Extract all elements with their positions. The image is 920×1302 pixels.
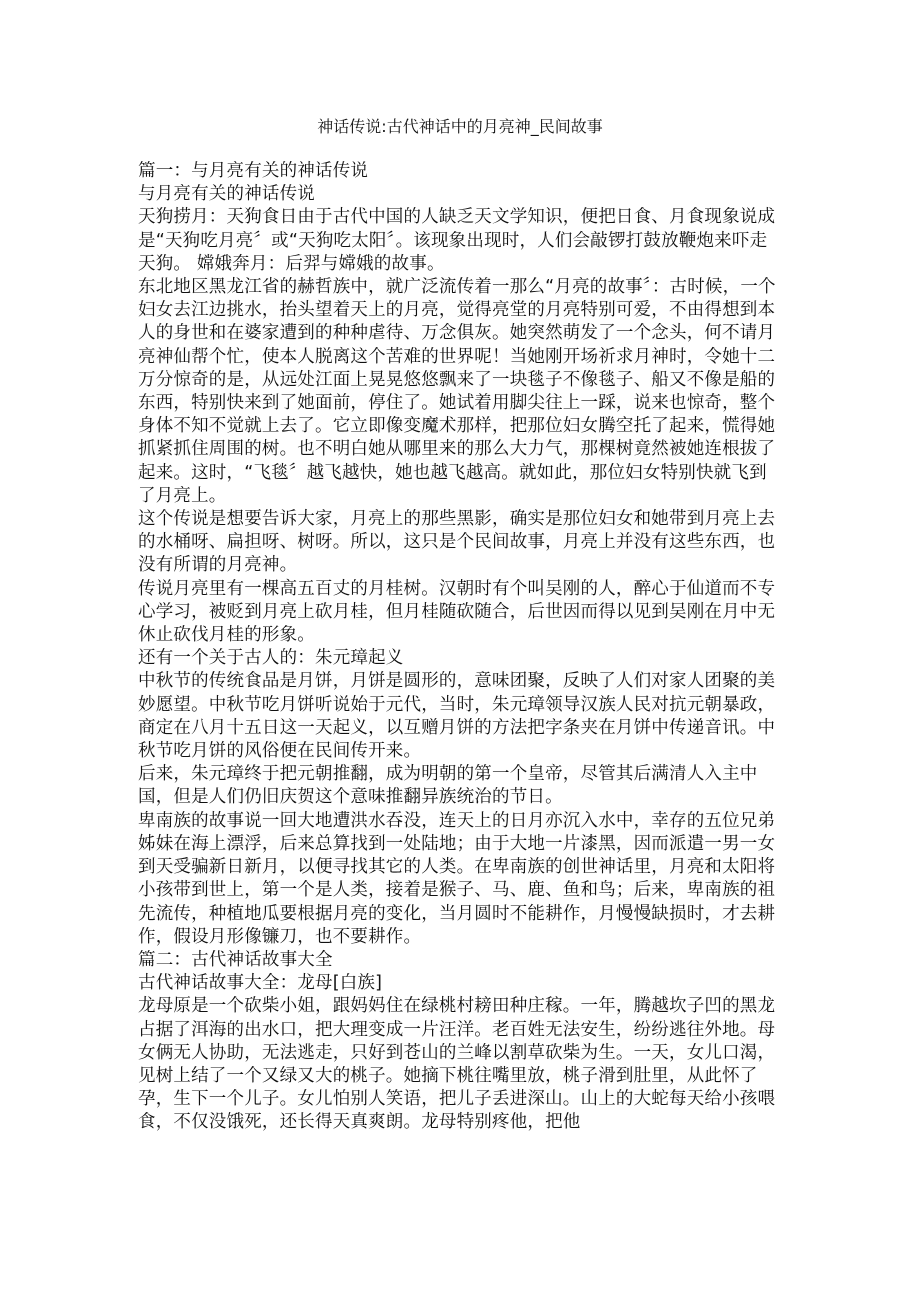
- paragraph: 卑南族的故事说一回大地遭洪水吞没，连天上的日月亦沉入水中，幸存的五位兄弟姊妹在海上漂浮，后来总算找到一处陆地；由于大地一片漆黑，因而派遣一男一女到天受骗新日新月，以便寻找其它的人类。在卑南族的创世神话里，月亮和太阳将小孩带到世上，第一个是人类，接着是猴子、马、鹿、鱼和鸟；后来，卑南族的祖先流传，种植地瓜要根据月亮的变化，当月圆时不能耕作，月慢慢缺损时，才去耕作，假设月形像镰刀，也不要耕作。: [138, 810, 776, 947]
- paragraph: 龙母原是一个砍柴小姐，跟妈妈住在绿桃村耪田种庄稼。一年，腾越坎子凹的黑龙占据了洱海的出水口，把大理变成一片汪洋。老百姓无法安生，纷纷逃往外地。母女俩无人协助，无法逃走，只好到苍山的兰峰以割草砍柴为生。一天，女儿口渴，见树上结了一个又绿又大的桃子。她摘下桃往嘴里放，桃子滑到肚里，从此怀了孕，生下一个儿子。女儿怕别人笑语，把儿子丢进深山。山上的大蛇每天给小孩喂食，不仅没饿死，还长得天真爽朗。龙母特别疼他，把他: [138, 996, 776, 1133]
- paragraph: 传说月亮里有一棵高五百丈的月桂树。汉朝时有个叫吴刚的人，醉心于仙道而不专心学习，被贬到月亮上砍月桂，但月桂随砍随合，后世因而得以见到吴刚在月中无休止砍伐月桂的形象。: [138, 578, 776, 646]
- section-heading-1: 篇一：与月亮有关的神话传说: [138, 161, 369, 181]
- paragraph: 后来，朱元璋终于把元朝推翻，成为明朝的第一个皇帝，尽管其后满清人入主中国，但是人们仍旧庆贺这个意味推翻异族统治的节日。: [138, 764, 758, 808]
- document-title: 神话传说:古代神话中的月亮神_民间故事: [317, 117, 603, 136]
- paragraph: 天狗捞月：天狗食日由于古代中国的人缺乏天文学知识，便把日食、月食现象说成是“天狗吃月亮〞或“天狗吃太阳〞。该现象出现时，人们会敲锣打鼓放鞭炮来吓走天狗。 嫦娥奔月：后羿与嫦娥的故事。: [138, 207, 776, 274]
- section-heading-2: 篇二：古代神话故事大全: [138, 949, 333, 970]
- paragraph: 这个传说是想要告诉大家，月亮上的那些黑影，确实是那位妇女和她带到月亮上去的水桶呀、扁担呀、树呀。所以，这只是个民间故事，月亮上并没有这些东西，也没有所谓的月亮神。: [138, 509, 776, 576]
- document-body: [138, 160, 782, 1135]
- subheading: 古代神话故事大全：龙母[白族]: [138, 973, 383, 994]
- paragraph: 东北地区黑龙江省的赫哲族中，就广泛流传着一那么“月亮的故事〞：古时候，一个妇女去江边挑水，抬头望着天上的月亮，觉得亮堂的月亮特别可爱，不由得想到本人的身世和在婆家遭到的种种虐待、万念俱灰。她突然萌发了一个念头，何不请月亮神仙帮个忙，使本人脱离这个苦难的世界呢！当她刚开场祈求月神时，令她十二万分惊奇的是，从远处江面上晃晃悠悠飘来了一块毯子不像毯子、船又不像是船的东西，特别快来到了她面前，停住了。她试着用脚尖往上一踩，说来也惊奇，整个身体不知不觉就上去了。它立即像变魔术那样，把那位妇女腾空托了起来，慌得她抓紧抓住周围的树。也不明白她从哪里来的那么大力气，那棵树竟然被她连根拔了起来。这时，“飞毯〞越飞越快，她也越飞越高。就如此，那位妇女特别快就飞到了月亮上。: [138, 277, 776, 506]
- subheading: 还有一个关于古人的：朱元璋起义: [138, 648, 404, 669]
- paragraph: 中秋节的传统食品是月饼，月饼是圆形的，意味团聚，反映了人们对家人团聚的美妙愿望。中秋节吃月饼听说始于元代，当时，朱元璋领导汉族人民对抗元朝暴政，商定在八月十五日这一天起义，以互赠月饼的方法把字条夹在月饼中传递音讯。中秋节吃月饼的风俗便在民间传开来。: [138, 671, 776, 762]
- subheading: 与月亮有关的神话传说: [138, 184, 315, 205]
